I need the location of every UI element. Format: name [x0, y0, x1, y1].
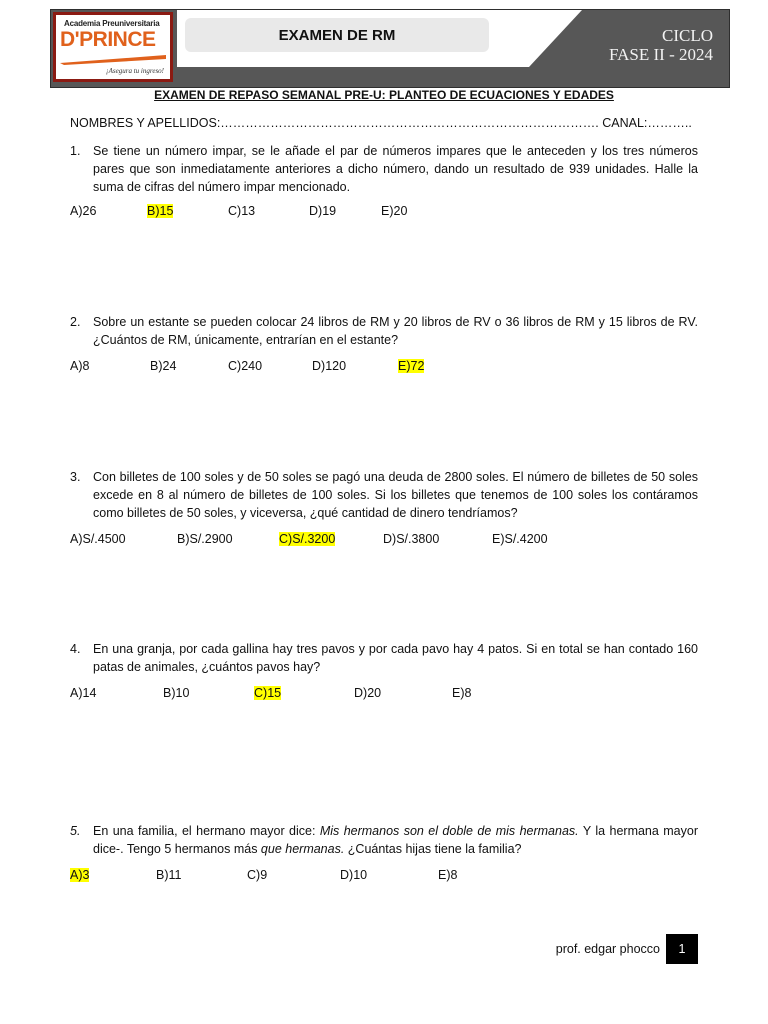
option-e: E)20 [381, 204, 408, 218]
cycle-line-1: CICLO [662, 26, 713, 45]
option-b: B)S/.2900 [177, 532, 233, 546]
option-b: B)24 [150, 359, 177, 373]
question-number: 4. [70, 642, 81, 656]
header-band [50, 9, 730, 88]
option-d: D)10 [340, 868, 368, 882]
document-title: EXAMEN DE REPASO SEMANAL PRE-U: PLANTEO DE ECUACIONES Y EDADES [154, 88, 614, 102]
option-a: A)26 [70, 204, 97, 218]
question-text-quote: que hermanas. [260, 842, 345, 856]
page-number: 1 [666, 934, 698, 964]
option-a: A)8 [70, 359, 90, 373]
option-e: E)S/.4200 [492, 532, 548, 546]
option-c-correct: C)15 [254, 686, 282, 700]
question-text-part: En una familia, el hermano mayor dice: [93, 824, 320, 838]
option-e: E)8 [438, 868, 458, 882]
logo-swoosh-icon [60, 53, 166, 65]
option-e: E)8 [452, 686, 472, 700]
names-line: NOMBRES Y APELLIDOS:………………………………………………………………………………. CANAL:……….. [70, 116, 692, 130]
question-1 [70, 142, 698, 196]
question-4 [70, 640, 698, 676]
question-text: Con billetes de 100 soles y de 50 soles se pagó una deuda de 2800 soles. El número de billetes de 50 soles excede en 8 al número de billetes de 100 soles. Si los billetes que tenemos de 100 soles los contáramos como billetes de 50 soles, y viceversa, ¿qué cantidad de dinero tendríamos? [93, 470, 698, 520]
cycle-label [609, 26, 713, 64]
option-b-correct: B)15 [147, 204, 174, 218]
question-number: 5. [70, 824, 81, 838]
question-number: 3. [70, 470, 81, 484]
option-c-correct: C)S/.3200 [279, 532, 336, 546]
option-d: D)19 [309, 204, 337, 218]
option-b: B)11 [156, 868, 182, 882]
question-text-part: Y la hermana mayor dice-. Tengo 5 hermanos más [93, 824, 698, 856]
exam-title: EXAMEN DE RM [185, 18, 489, 52]
cycle-line-2: FASE II - 2024 [608, 45, 713, 64]
option-d: D)S/.3800 [383, 532, 440, 546]
option-a: A)14 [70, 686, 97, 700]
option-a: A)S/.4500 [70, 532, 126, 546]
question-2 [70, 313, 698, 349]
option-a-correct: A)3 [70, 868, 90, 882]
option-b: B)10 [163, 686, 190, 700]
question-text: Sobre un estante se pueden colocar 24 libros de RM y 20 libros de RV o 36 libros de RM y 15 libros de RV. ¿Cuántos de RM, únicamente, entrarían en el estante? [93, 315, 698, 347]
question-3 [70, 468, 698, 522]
option-d: D)120 [312, 359, 347, 373]
question-text-part: ¿Cuántas hijas tiene la familia? [344, 842, 522, 856]
question-text [93, 822, 698, 858]
option-e-correct: E)72 [398, 359, 425, 373]
question-text: En una granja, por cada gallina hay tres pavos y por cada pavo hay 4 patos. Si en total se han contado 160 patas de animales, ¿cuántos pavos hay? [93, 642, 698, 674]
option-c: C)9 [247, 868, 268, 882]
option-c: C)13 [228, 204, 256, 218]
academy-logo [53, 12, 173, 82]
question-number: 2. [70, 315, 81, 329]
logo-tagline: ¡Asegura tu ingreso! [105, 67, 164, 75]
author-signature: prof. edgar phocco [555, 942, 660, 956]
question-text-quote: Mis hermanos son el doble de mis hermanas. [319, 824, 579, 838]
question-5 [70, 822, 698, 858]
question-number: 1. [70, 144, 81, 158]
logo-brand-text: D'PRINCE [60, 28, 156, 51]
logo-academy-text: Academia Preuniversitaria [64, 19, 160, 28]
option-c: C)240 [228, 359, 263, 373]
question-text: Se tiene un número impar, se le añade el par de números impares que le anteceden y los tres números pares que son inmediatamente anteriores a dicho número, dando un resultado de 939 unidades. Halle la suma de cifras del número impar mencionado. [93, 144, 698, 194]
option-d: D)20 [354, 686, 382, 700]
